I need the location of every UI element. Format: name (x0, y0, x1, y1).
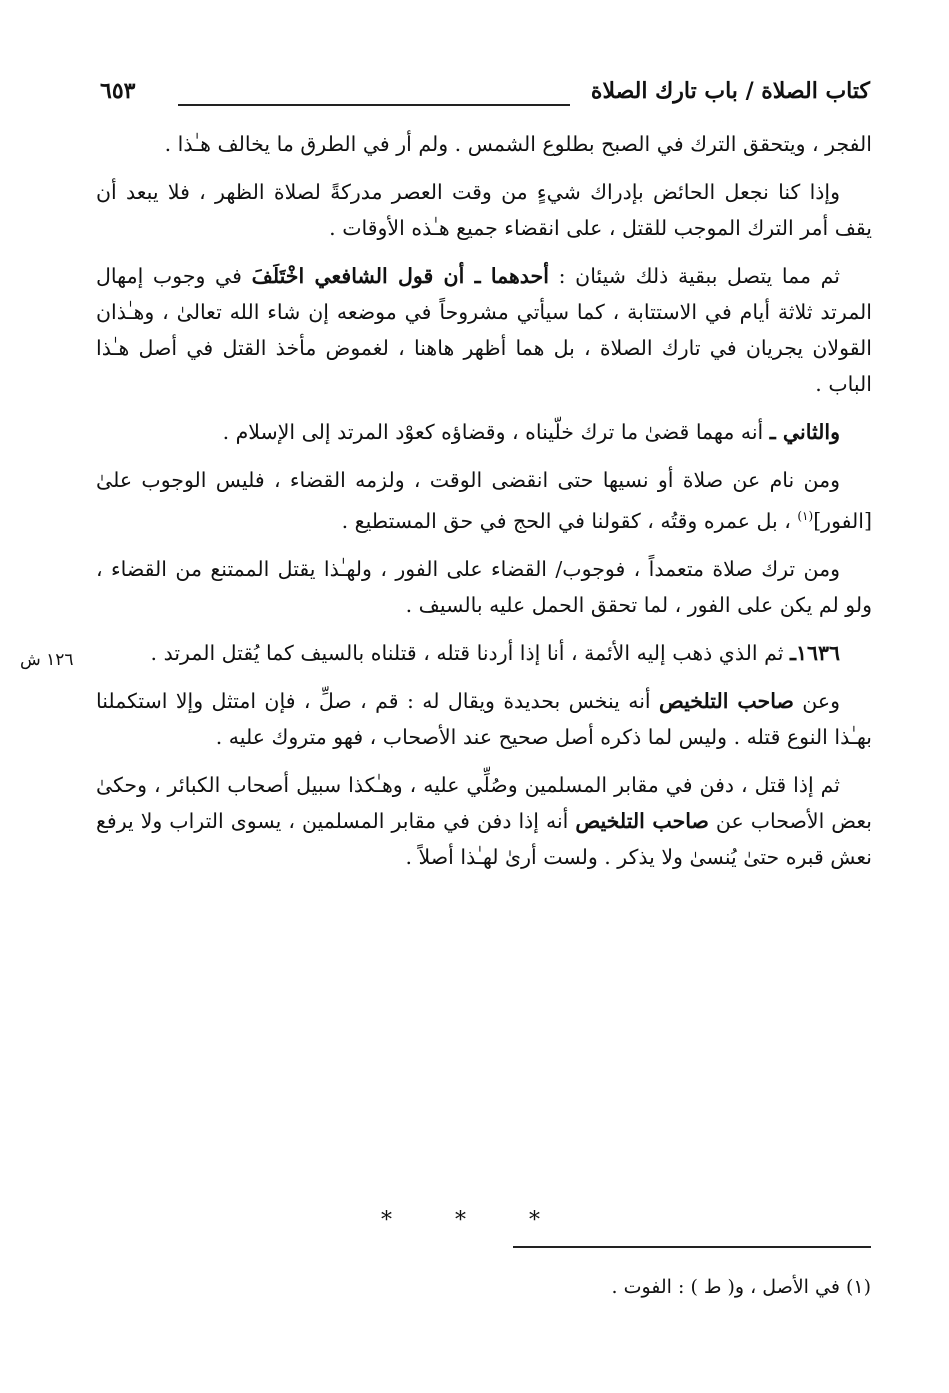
main-text (96, 126, 872, 887)
paragraph-text: أنه مهما قضىٰ ما ترك خلّيناه ، وقضاؤه كعوْد المرتد إلى الإسلام . (222, 420, 770, 444)
paragraph-text: ومن ترك صلاة متعمداً ، فوجوب/ القضاء على الفور ، ولهـٰذا يقتل الممتنع من القضاء ، ولو لم يكن على الفور ، لما تحقق الحمل عليه بالسيف . (96, 556, 872, 617)
paragraph-text: ثم مما يتصل ببقية ذلك شيئان : (548, 264, 840, 288)
footnote-rule (513, 1246, 871, 1248)
footnote-marker: (١) (797, 509, 814, 523)
paragraph-text: ، بل عمره وقتُه ، كقولنا في الحج في حق المستطيع . (341, 508, 798, 533)
bold-phrase: والثاني ـ (769, 420, 840, 444)
bold-phrase: صاحب التلخيص (658, 688, 794, 713)
header-rule (178, 104, 570, 106)
paragraph (96, 683, 872, 755)
paragraph-text: وعن (793, 688, 840, 713)
paragraph-text: الفجر ، ويتحقق الترك في الصبح بطلوع الشمس . ولم أر في الطرق ما يخالف هـٰذا . (164, 132, 872, 156)
bold-phrase: صاحب التلخيص (575, 808, 709, 833)
paragraph-text: في وجوب إمهال المرتد ثلاثة أيام في الاستتابة ، كما سيأتي مشروحاً في موضعه إن شاء الله تعالىٰ ، وهـٰذان القولان يجريان في تارك الصلاة ، بل هما أظهر هاهنا ، لغموض مأخذ القتل في أصل هـٰذا الباب . (96, 264, 872, 396)
paragraph-text: وإذا كنا نجعل الحائض بإدراك شيءٍ من وقت العصر مدركةً لصلاة الظهر ، فلا يبعد أن يقف أمر الترك الموجب للقتل ، على انقضاء جميع هـٰذه الأوقات . (96, 180, 872, 240)
paragraph-text: أنه إذا دفن في مقابر المسلمين ، يسوى التراب ولا يرفع نعش قبره حتىٰ يُنسىٰ ولا يذكر . ولست أرىٰ لهـٰذا أصلاً . (96, 808, 872, 869)
paragraph (96, 551, 872, 623)
page-number: ٦٥٣ (100, 78, 136, 104)
paragraph (96, 258, 872, 402)
section-separator: * * * (381, 1208, 568, 1233)
paragraph (96, 635, 872, 671)
paragraph-text: ومن نام عن صلاة أو نسيها حتى انقضى الوقت ، ولزمه القضاء ، فليس الوجوب علىٰ [الفور] (96, 468, 872, 533)
paragraph (96, 462, 872, 539)
footnote: (١) في الأصل ، و( ط ) : الفوت . (611, 1276, 871, 1298)
paragraph (96, 767, 872, 875)
running-title: كتاب الصلاة / باب تارك الصلاة (590, 78, 870, 104)
bold-phrase: أحدهما ـ أن قول الشافعي اخْتَلَفَ (251, 264, 549, 288)
paragraph-text: ثم إذا قتل ، دفن في مقابر المسلمين وصُلِّي عليه ، وهـٰكذا سبيل أصحاب الكبائر ، وحكىٰ بعض الأصحاب عن (96, 772, 873, 833)
page-header (100, 78, 870, 118)
paragraph (96, 126, 872, 162)
paragraph (96, 174, 872, 246)
paragraph-text: ثم الذي ذهب إليه الأئمة ، أنا إذا أردنا قتله ، قتلناه بالسيف كما يُقتل المرتد . (150, 640, 790, 665)
section-number: ١٦٣٦ـ (789, 640, 840, 665)
paragraph (96, 414, 872, 450)
margin-reference: ١٢٦ ش (20, 650, 74, 670)
paragraph-text: أنه ينخس بحديدة ويقال له : قم ، صلِّ ، فإن امتثل وإلا استكملنا بهـٰذا النوع قتله . وليس لما ذكره أصل صحيح عند الأصحاب ، فهو متروك عليه . (96, 688, 872, 749)
